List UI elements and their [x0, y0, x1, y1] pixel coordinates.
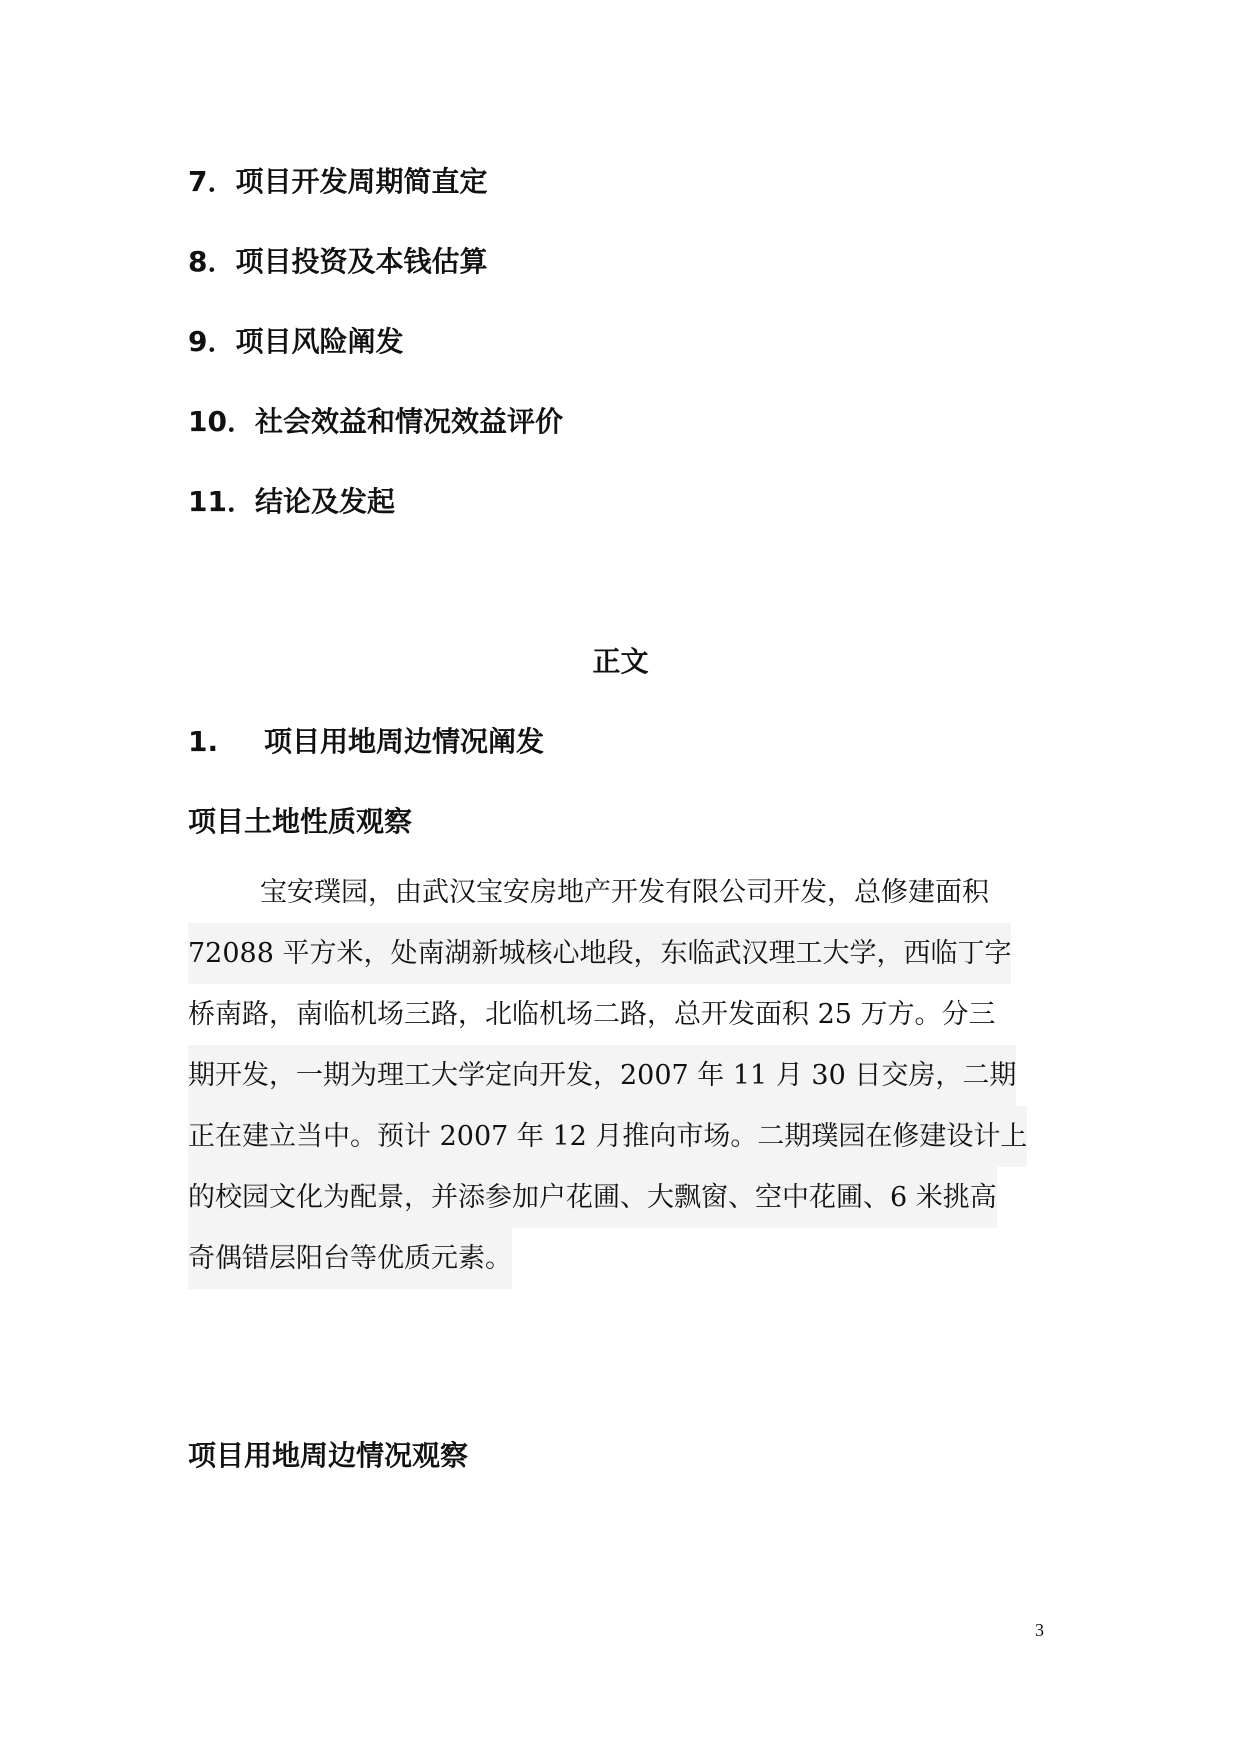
paragraph-line-text: 宝安璞园，由武汉宝安房地产开发有限公司开发，总修建面积 — [260, 877, 989, 908]
subsection-heading-surroundings: 项目用地周边情况观察 — [188, 1439, 469, 1472]
paragraph-line — [188, 1106, 1058, 1167]
paragraph-line-text: 桥南路，南临机场三路，北临机场二路，总开发面积 25 万方。分三 — [188, 999, 996, 1030]
paragraph-line — [188, 862, 1058, 923]
paragraph-line — [188, 1167, 1058, 1228]
main-title: 正文 — [592, 645, 649, 678]
paragraph-line-text: 72088 平方米，处南湖新城核心地段，东临武汉理工大学，西临丁字 — [188, 923, 1011, 984]
section-title: 项目用地周边情况阐发 — [264, 725, 545, 758]
section-heading — [188, 722, 544, 762]
paragraph-line-text: 正在建立当中。预计 2007 年 12 月推向市场。二期璞园在修建设计上 — [188, 1106, 1027, 1167]
section-number: 1. — [188, 725, 219, 758]
paragraph-line-text: 期开发，一期为理工大学定向开发，2007 年 11 月 30 日交房，二期 — [188, 1045, 1016, 1106]
toc-item-10 — [188, 402, 563, 442]
toc-item-11 — [188, 482, 395, 522]
toc-item-label: 社会效益和情况效益评价 — [254, 405, 563, 438]
paragraph-line-text: 的校园文化为配景，并添参加户花圃、大飘窗、空中花圃、6 米挑高 — [188, 1167, 997, 1228]
paragraph-line-text: 奇偶错层阳台等优质元素。 — [188, 1228, 512, 1289]
toc-item-label: 结论及发起 — [254, 485, 395, 518]
toc-item-number: 7． — [188, 165, 236, 198]
toc-item-number: 9． — [188, 325, 236, 358]
toc-item-number: 11． — [188, 485, 255, 518]
subsection-heading-land-nature: 项目土地性质观察 — [188, 805, 413, 838]
page-number: 3 — [1035, 1620, 1044, 1640]
body-paragraph — [188, 862, 1058, 1289]
paragraph-line — [188, 1045, 1058, 1106]
toc-item-9 — [188, 322, 404, 362]
toc-item-label: 项目风险阐发 — [235, 325, 404, 358]
paragraph-line — [188, 1228, 1058, 1289]
toc-item-8 — [188, 242, 488, 282]
toc-item-number: 8． — [188, 245, 236, 278]
toc-item-7 — [188, 162, 488, 202]
paragraph-line — [188, 923, 1058, 984]
toc-item-label: 项目投资及本钱估算 — [235, 245, 488, 278]
toc-item-label: 项目开发周期简直定 — [235, 165, 488, 198]
toc-item-number: 10． — [188, 405, 255, 438]
paragraph-line — [188, 984, 1058, 1045]
